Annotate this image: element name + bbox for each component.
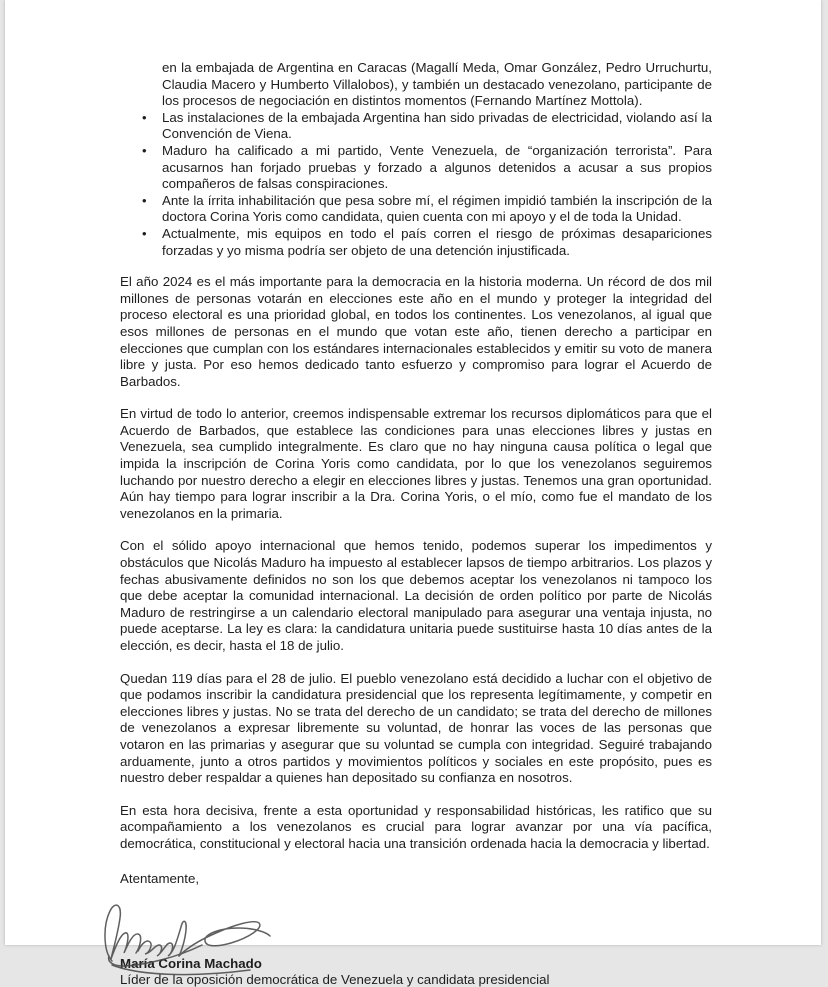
signature-block <box>120 901 712 987</box>
grievances-list <box>120 110 712 259</box>
signature-title: Líder de la oposición democrática de Venezuela y candidata presidencial <box>120 972 550 987</box>
closing-salutation: Atentamente, <box>120 870 200 886</box>
list-item: • Ante la írrita inhabilitación que pesa sobre mí, el régimen impidió también la inscripción de la doctora Corina Yoris como candidata, quien cuenta con mi apoyo y el de toda la Unidad. <box>162 193 712 226</box>
letter-continuation-paragraph: en la embajada de Argentina en Caracas (Magallí Meda, Omar González, Pedro Urruchurtu, Claudia Macero y Humberto Villalobos), y también un destacado venezolano, participante de los procesos de negociación en distintos momentos (Fernando Martínez Mottola). <box>162 60 712 109</box>
letter-body <box>120 60 712 987</box>
letter-paragraph: El año 2024 es el más importante para la democracia en la historia moderna. Un récord de dos mil millones de personas votarán en elecciones este año en el mundo y proteger la integridad del proceso electoral es una prioridad global, en todos los continentes. Los venezolanos, al igual que esos millones de personas en el mundo que votan este año, tienen derecho a participar en elecciones que cumplan con los estándares internacionales establecidos y emitir su voto de manera libre y justa. Por eso hemos dedicado tanto esfuerzo y compromiso para lograr el Acuerdo de Barbados. <box>120 274 712 389</box>
letter-paragraph: Quedan 119 días para el 28 de julio. El pueblo venezolano está decidido a luchar con el objetivo de que podamos inscribir la candidatura presidencial que los representa legítimamente, y competir en elecciones libres y justas. No se trata del derecho de un candidato; se trata del derecho de millones de venezolanos a expresar libremente su voluntad, de honrar las voces de las personas que votaron en las primarias y asegurar que su voluntad se cumpla con integridad. Seguiré trabajando arduamente, junto a otros partidos y movimientos políticos y sociales en este propósito, pues es nuestro deber respaldar a quienes han depositado su confianza en nosotros. <box>120 670 712 786</box>
list-item: • Las instalaciones de la embajada Argentina han sido privadas de electricidad, violando así la Convención de Viena. <box>162 110 712 143</box>
letter-page <box>5 0 821 987</box>
letter-paragraph: En virtud de todo lo anterior, creemos indispensable extremar los recursos diplomáticos para que el Acuerdo de Barbados, que establece las condiciones para unas elecciones libres y justas en Venezuela, sea cumplido integralmente. Es claro que no hay ninguna causa política o legal que impida la inscripción de Corina Yoris como candidata, por lo que los venezolanos seguiremos luchando por nuestro derecho a elegir en elecciones libres y justas. Tenemos una gran oportunidad. Aún hay tiempo para lograr inscribir a la Dra. Corina Yoris, o el mío, como fue el mandato de los venezolanos en la primaria. <box>120 406 712 521</box>
letter-paragraph: En esta hora decisiva, frente a esta oportunidad y responsabilidad históricas, les ratifico que su acompañamiento a los venezolanos es crucial para lograr avanzar por una vía pacífica, democrática, constitucional y electoral hacia una transición ordenada hacia la democracia y libertad. <box>120 802 712 851</box>
letter-paragraph: Con el sólido apoyo internacional que hemos tenido, podemos superar los impedimentos y obstáculos que Nicolás Maduro ha impuesto al establecer lapsos de tiempo arbitrarios. Los plazos y fechas abusivamente definidos no son los que debemos aceptar los venezolanos ni tampoco los que debe aceptar la comunidad internacional. La decisión de orden político por parte de Nicolás Maduro de restringirse a un calendario electoral manipulado para asegurar una ventaja injusta, no puede aceptarse. La ley es clara: la candidatura unitaria puede sustituirse hasta 10 días antes de la elección, es decir, hasta el 18 de julio. <box>120 538 712 653</box>
list-item: • Maduro ha calificado a mi partido, Vente Venezuela, de “organización terrorista”. Para acusarnos han forjado pruebas y forzado a algunos detenidos a acusar a sus propios compañeros de falsas conspiraciones. <box>162 143 712 193</box>
list-item: • Actualmente, mis equipos en todo el país corren el riesgo de próximas desapariciones forzadas y yo misma podría ser objeto de una detención injustificada. <box>162 226 712 259</box>
signature-name: María Corina Machado <box>120 956 262 972</box>
